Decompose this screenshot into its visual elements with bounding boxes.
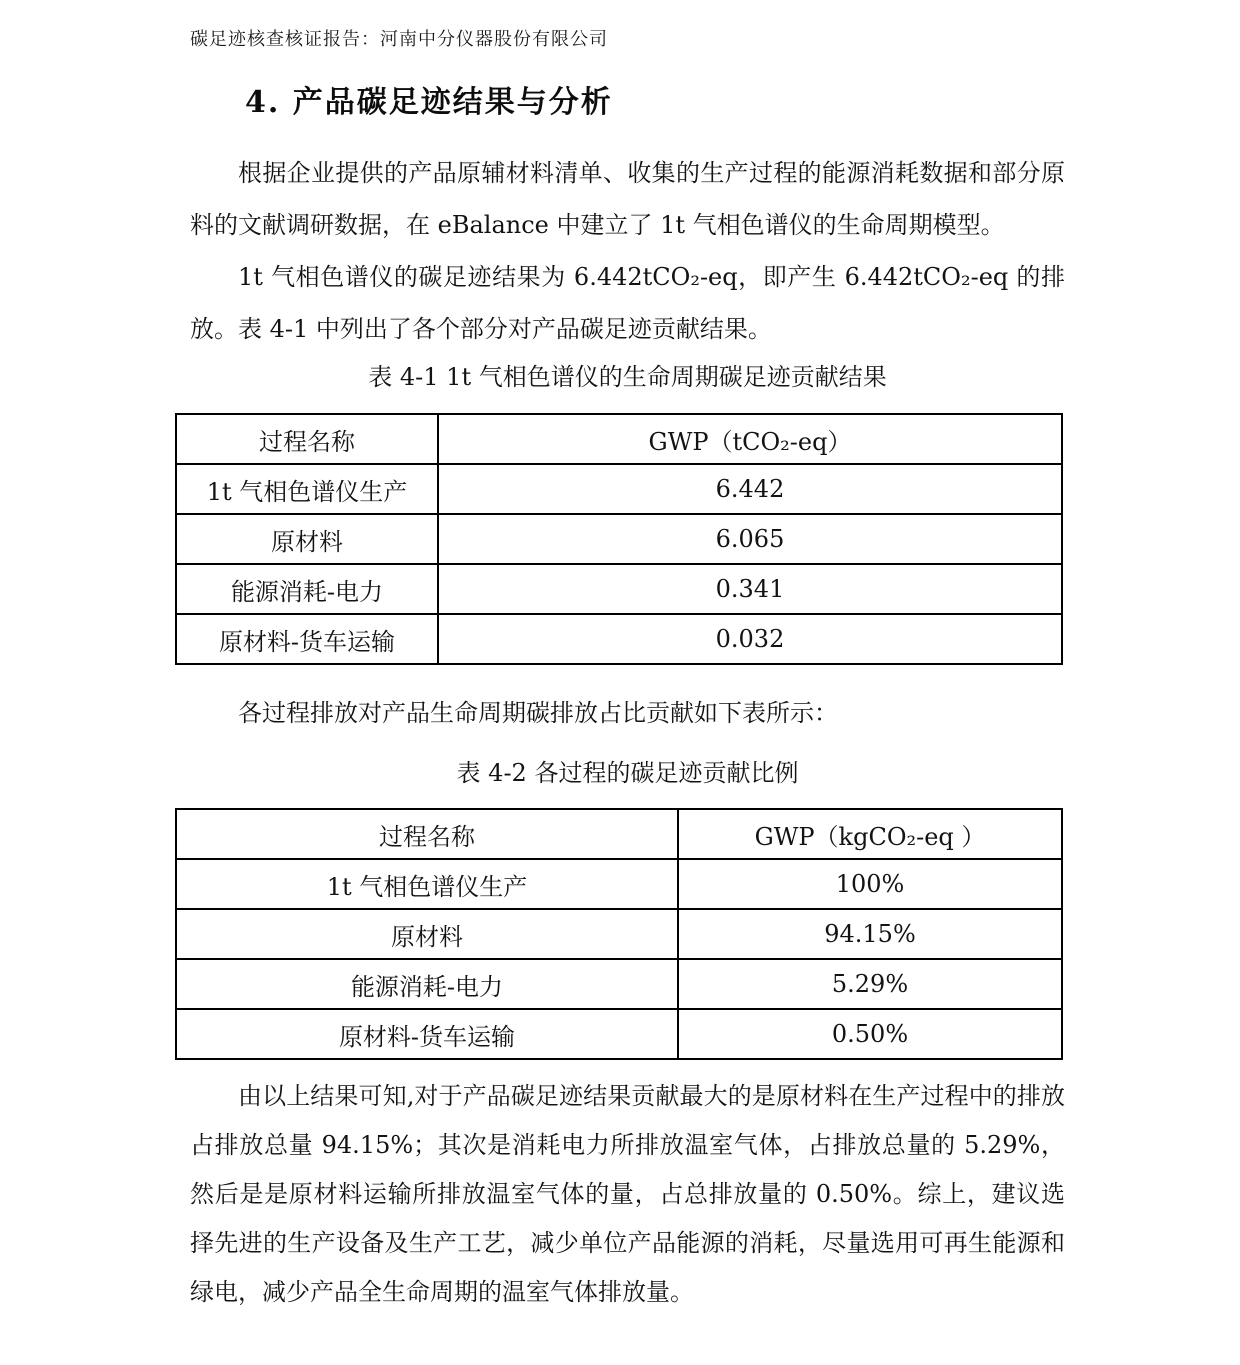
table-row xyxy=(176,959,1062,1009)
table2-process-cell: 能源消耗-电力 xyxy=(176,959,678,1009)
table2-header-row xyxy=(176,809,1062,859)
table1-gwp-cell: 6.065 xyxy=(438,514,1062,564)
table2-header-gwp: GWP（kgCO₂-eq ） xyxy=(678,809,1062,859)
table-footprint-ratio xyxy=(175,808,1063,1060)
table2-ratio-cell: 0.50% xyxy=(678,1009,1062,1059)
document-page xyxy=(0,28,1240,1365)
table2-process-cell: 原材料 xyxy=(176,909,678,959)
table-row xyxy=(176,1009,1062,1059)
table2-caption: 表 4-2 各过程的碳足迹贡献比例 xyxy=(456,759,799,787)
table1-caption: 表 4-1 1t 气相色谱仪的生命周期碳足迹贡献结果 xyxy=(368,363,887,391)
table1-gwp-cell: 6.442 xyxy=(438,464,1062,514)
table-row xyxy=(176,859,1062,909)
table2-ratio-cell: 94.15% xyxy=(678,909,1062,959)
paragraph-footprint-result: 1t 气相色谱仪的碳足迹结果为 6.442tCO₂-eq，即产生 6.442tCO₂-eq 的排放。表 4-1 中列出了各个部分对产品碳足迹贡献结果。 xyxy=(190,263,1065,343)
table-row xyxy=(176,514,1062,564)
running-header: 碳足迹核查核证报告：河南中分仪器股份有限公司 xyxy=(190,29,608,50)
table1-gwp-cell: 0.032 xyxy=(438,614,1062,664)
paragraph-model-intro: 根据企业提供的产品原辅材料清单、收集的生产过程的能源消耗数据和部分原料的文献调研数据，在 eBalance 中建立了 1t 气相色谱仪的生命周期模型。 xyxy=(190,159,1065,239)
table2-process-cell: 原材料-货车运输 xyxy=(176,1009,678,1059)
table-row xyxy=(176,909,1062,959)
table1-gwp-cell: 0.341 xyxy=(438,564,1062,614)
table1-header-row xyxy=(176,414,1062,464)
table2-process-cell: 1t 气相色谱仪生产 xyxy=(176,859,678,909)
table-row xyxy=(176,614,1062,664)
paragraph-conclusion: 由以上结果可知,对于产品碳足迹结果贡献最大的是原材料在生产过程中的排放占排放总量 94.15%；其次是消耗电力所排放温室气体，占排放总量的 5.29%，然后是是原材料运输所排放温室气体的量，占总排放量的 0.50%。综上，建议选择先进的生产设备及生产工艺，减少单位产品能源的消耗，尽量选用可再生能源和绿电，减少产品全生命周期的温室气体排放量。 xyxy=(190,1082,1065,1306)
table2-ratio-cell: 100% xyxy=(678,859,1062,909)
table2-ratio-cell: 5.29% xyxy=(678,959,1062,1009)
table1-process-cell: 原材料 xyxy=(176,514,438,564)
table1-process-cell: 原材料-货车运输 xyxy=(176,614,438,664)
table-row xyxy=(176,464,1062,514)
table1-header-process: 过程名称 xyxy=(176,414,438,464)
table-footprint-contribution xyxy=(175,413,1063,665)
table-row xyxy=(176,564,1062,614)
section-title: 4. 产品碳足迹结果与分析 xyxy=(245,85,613,120)
paragraph-ratio-intro: 各过程排放对产品生命周期碳排放占比贡献如下表所示： xyxy=(238,699,838,727)
table1-process-cell: 能源消耗-电力 xyxy=(176,564,438,614)
table1-header-gwp: GWP（tCO₂-eq） xyxy=(438,414,1062,464)
table1-process-cell: 1t 气相色谱仪生产 xyxy=(176,464,438,514)
table2-header-process: 过程名称 xyxy=(176,809,678,859)
